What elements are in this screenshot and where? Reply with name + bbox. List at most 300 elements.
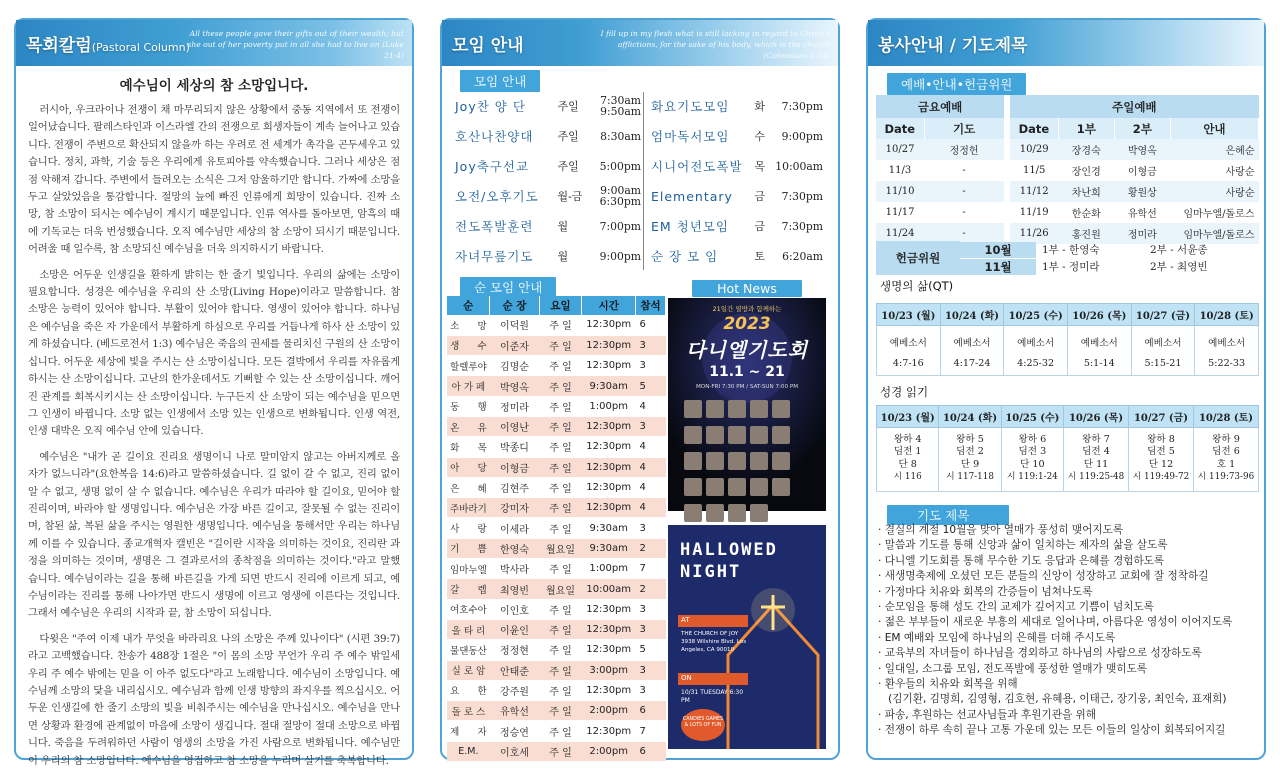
worship-group-row bbox=[876, 95, 1259, 118]
speaker-photo bbox=[750, 478, 768, 496]
meeting-row bbox=[452, 241, 644, 271]
worship-cell: 홍진원 bbox=[1058, 223, 1114, 244]
worship-cell: 유학선 bbox=[1114, 202, 1170, 223]
soon-cell: 이인호 bbox=[490, 599, 539, 619]
soon-row bbox=[447, 376, 666, 396]
soon-row bbox=[447, 335, 666, 355]
soon-cell: 여호수아 bbox=[447, 599, 490, 619]
soon-cell: 안태준 bbox=[490, 660, 539, 680]
meeting-name: 화요기도모임 bbox=[651, 99, 730, 114]
soon-row bbox=[447, 416, 666, 436]
soon-cell: 화 목 bbox=[447, 437, 490, 457]
soon-cell: 박영옥 bbox=[490, 376, 539, 396]
soon-cell: 주바라기 bbox=[447, 498, 490, 518]
reading-cell bbox=[939, 428, 1001, 492]
meeting-row bbox=[452, 91, 644, 121]
date-header: 10/24 (화) bbox=[940, 304, 1004, 326]
service-tag: 예배•안내•헌금위원 bbox=[887, 73, 1026, 95]
soon-cell: 주 일 bbox=[539, 498, 582, 518]
column-body bbox=[16, 102, 412, 770]
date-header: 10/26 (목) bbox=[1064, 406, 1129, 428]
soon-cell: 3 bbox=[635, 619, 665, 639]
poster1-year: 2023 bbox=[723, 314, 771, 334]
worship-col-header: 기도 bbox=[924, 118, 1004, 139]
worship-cell: 11/19 bbox=[1010, 202, 1058, 223]
offering-list bbox=[960, 241, 1259, 275]
table-header-row bbox=[877, 304, 1259, 326]
friday-header: 금요예배 bbox=[876, 95, 1004, 118]
date-header: 10/27 (금) bbox=[1129, 406, 1194, 428]
soon-cell: 7 bbox=[635, 721, 665, 741]
worship-row bbox=[876, 160, 1259, 181]
speaker-photo bbox=[728, 478, 746, 496]
soon-cell: 이영난 bbox=[490, 416, 539, 436]
soon-header-cell: 순 bbox=[447, 296, 490, 315]
reading-entry: 시 117-118 bbox=[946, 471, 994, 482]
meeting-day: 토 bbox=[754, 250, 765, 263]
worship-cell: 차난희 bbox=[1058, 181, 1114, 202]
soon-cell: 9:30am bbox=[582, 376, 636, 396]
worship-cell: 황원상 bbox=[1114, 181, 1170, 202]
offering-label: 헌금위원 bbox=[876, 241, 960, 275]
worship-cell: - bbox=[924, 160, 1004, 181]
soon-cell: 주 일 bbox=[539, 376, 582, 396]
soon-cell: 12:30pm bbox=[582, 640, 636, 660]
prayer-list bbox=[868, 523, 1266, 739]
qt-ref: 5:1-14 bbox=[1083, 358, 1115, 369]
soon-cell: 할렐루야 bbox=[447, 356, 490, 376]
worship-cell: 11/12 bbox=[1010, 181, 1058, 202]
worship-cell: 임마누엘/돌로스 bbox=[1170, 202, 1258, 223]
soon-cell: 주 일 bbox=[539, 416, 582, 436]
soon-row bbox=[447, 741, 666, 761]
reading-cell bbox=[1193, 428, 1258, 492]
meeting-table-left bbox=[452, 91, 644, 271]
soon-cell: 3 bbox=[635, 518, 665, 538]
daniel-prayer-poster[interactable] bbox=[668, 298, 826, 511]
speaker-photo bbox=[750, 400, 768, 418]
soon-header-cell: 시간 bbox=[582, 296, 636, 315]
meeting-banner bbox=[442, 20, 838, 66]
meeting-name: EM 청년모임 bbox=[651, 219, 729, 234]
soon-cell: 주 일 bbox=[539, 680, 582, 700]
date-header: 10/25 (수) bbox=[1001, 406, 1063, 428]
soon-cell: 유학선 bbox=[490, 701, 539, 721]
prayer-item: · 교육부의 자녀들이 하나님을 경외하고 하나님의 사람으로 성장하도록 bbox=[878, 647, 1202, 660]
column-heading: 예수님이 세상의 참 소망입니다. bbox=[119, 78, 309, 94]
soon-cell: 생 수 bbox=[447, 335, 490, 355]
service-panel bbox=[866, 18, 1266, 760]
soon-cell: 주 일 bbox=[539, 518, 582, 538]
meeting-day: 목 bbox=[754, 160, 765, 173]
soon-cell: 요 한 bbox=[447, 680, 490, 700]
reading-entry: 시 119:49-72 bbox=[1132, 471, 1190, 482]
speaker-photo bbox=[684, 478, 702, 496]
reading-entry: 단 8 bbox=[898, 458, 917, 470]
reading-entry: 왕하 8 bbox=[1147, 434, 1175, 445]
poster2-at: AT bbox=[681, 616, 690, 624]
soon-cell: 12:30pm bbox=[582, 599, 636, 619]
soon-cell: 박사라 bbox=[490, 559, 539, 579]
worship-col-header: 안내 bbox=[1170, 118, 1258, 139]
speaker-photo bbox=[684, 426, 702, 444]
soon-cell: 12:30pm bbox=[582, 416, 636, 436]
soon-row bbox=[447, 619, 666, 639]
soon-cell: 3 bbox=[635, 335, 665, 355]
soon-cell: 이덕원 bbox=[490, 315, 539, 335]
soon-header-cell: 순 장 bbox=[490, 296, 539, 315]
soon-cell: 돌 로 스 bbox=[447, 701, 490, 721]
offering-second: 2부 - 서윤종 bbox=[1150, 244, 1208, 256]
worship-cell: - bbox=[924, 223, 1004, 244]
soon-row bbox=[447, 477, 666, 497]
reading-entry: 단 12 bbox=[1148, 458, 1174, 470]
reading-cell bbox=[877, 428, 939, 492]
worship-cell: 11/24 bbox=[876, 223, 924, 244]
worship-cell: 11/26 bbox=[1010, 223, 1058, 244]
speaker-photo bbox=[706, 504, 724, 522]
soon-cell: 3 bbox=[635, 680, 665, 700]
qt-book: 예베소서 bbox=[889, 338, 927, 349]
meeting-day: 주일 bbox=[557, 100, 579, 113]
soon-cell: 2:00pm bbox=[582, 741, 636, 761]
date-header: 10/26 (목) bbox=[1067, 304, 1131, 326]
soon-cell: 4 bbox=[635, 477, 665, 497]
reading-entry: 딤전 6 bbox=[1212, 446, 1240, 458]
reading-table bbox=[876, 405, 1259, 492]
meeting-name: 순 장 모 임 bbox=[651, 249, 719, 264]
soon-cell: 소 망 bbox=[447, 315, 490, 335]
meeting-row bbox=[452, 211, 644, 241]
speaker-photo bbox=[750, 504, 768, 522]
worship-cell: 11/5 bbox=[1010, 160, 1058, 181]
soon-row bbox=[447, 640, 666, 660]
column-paragraph: 러시아, 우크라이나 전쟁이 채 마무리되지 않은 상황에서 중동 지역에서 또 전쟁이 일어났습니다. 팔레스타인과 이스라엘 간의 전쟁으로 희생자들이 계속 늘어나고 있습니다. 전쟁이 주변으로 확산되지 않을까 하는 우려로 전 세계가 촉각을 곤두세우고 있습니다. 정치, 과학, 기술 등은 우리에게 유토피아를 약속했습니다. 그러나 세상은 점점 악해져 갑니다. 주변에서 들려오는 소식은 그저 암울하기만 합니다. 가짜에 소망을 두고 살았었음을 통감합니다. 절망의 늪에 빠진 인류에게 희망이 있습니다. 진짜 소망, 참 소망이 되시는 예수님이 계시기 때문입니다. 인류 역사를 돌아보면, 암흑의 때에 기독교는 더욱 번성했습니다. 오직 예수님만 세상의 참 소망이 되시기 때문입니다. 어려울 때 일수록, 참 소망되신 예수님을 더욱 의지하시기 바랍니다. bbox=[28, 104, 400, 256]
qt-ref: 5:22-33 bbox=[1208, 358, 1246, 369]
soon-cell: 온 유 bbox=[447, 416, 490, 436]
soon-cell: 주 일 bbox=[539, 741, 582, 761]
reading-entry: 딤전 1 bbox=[893, 446, 922, 458]
meeting-name: 엄마독서모임 bbox=[651, 129, 730, 144]
pastoral-column-panel bbox=[14, 18, 414, 767]
speaker-photo bbox=[684, 400, 702, 418]
soon-cell: 주 일 bbox=[539, 559, 582, 579]
soon-cell: 주 일 bbox=[539, 721, 582, 741]
reading-entry: 딤전 5 bbox=[1147, 446, 1175, 458]
soon-header-cell: 참석 bbox=[635, 296, 665, 315]
poster2-title: HALLOWED NIGHT bbox=[680, 540, 778, 582]
worship-cell: 박영옥 bbox=[1114, 139, 1170, 160]
speaker-photo bbox=[706, 400, 724, 418]
soon-cell: 월요일 bbox=[539, 538, 582, 558]
offering-month: 11월 bbox=[960, 259, 1036, 275]
soon-cell: 9:30am bbox=[582, 518, 636, 538]
speaker-photo bbox=[684, 452, 702, 470]
soon-cell: 2 bbox=[635, 538, 665, 558]
soon-cell: 6 bbox=[635, 741, 665, 761]
poster2-church: THE CHURCH OF JOY 3938 Wilshire Blvd. Los Angeles, CA 90010 bbox=[681, 631, 747, 653]
meeting-time: 7:30pm bbox=[781, 99, 823, 113]
service-title: 봉사안내 / 기도제목 bbox=[878, 36, 1028, 56]
worship-cell: 정미라 bbox=[1114, 223, 1170, 244]
soon-cell: 12:30pm bbox=[582, 437, 636, 457]
soon-cell: 주 일 bbox=[539, 477, 582, 497]
reading-entry: 왕하 7 bbox=[1082, 434, 1110, 445]
prayer-item: · 말씀과 기도를 통해 신앙과 삶이 일치하는 제자의 삶을 살도록 bbox=[878, 539, 1168, 552]
speaker-photo bbox=[706, 426, 724, 444]
soon-cell: 12:30pm bbox=[582, 315, 636, 335]
speaker-photo bbox=[750, 426, 768, 444]
prayer-item: · 전쟁이 하루 속히 끝나 고통 가운데 있는 모든 이들의 일상이 회복되어지길 bbox=[878, 724, 1226, 737]
worship-col-header: Date bbox=[1010, 118, 1058, 139]
offering-first: 1부 - 정미라 bbox=[1042, 261, 1100, 273]
reading-entry: 왕하 9 bbox=[1212, 434, 1240, 445]
date-header: 10/27 (금) bbox=[1131, 304, 1195, 326]
prayer-item: · 순모임을 통해 성도 간의 교제가 깊어지고 기쁨이 넘치도록 bbox=[878, 601, 1154, 614]
meeting-time: 5:00pm bbox=[599, 159, 641, 173]
worship-cell: - bbox=[924, 181, 1004, 202]
meeting-row bbox=[648, 151, 826, 181]
prayer-item: · 결실의 계절 10월을 맞아 열매가 풍성히 맺어지도록 bbox=[878, 524, 1124, 536]
column-paragraph: 소망은 어두운 인생길을 환하게 밝히는 한 줄기 빛입니다. 우리의 삶에는 소망이 필요합니다. 성경은 예수님을 우리의 산 소망(Living Hope)이라고 말씀합니다. 참 소망은 능력이 있어야 합니다. 부활이 있어야 합니다. 영생이 있어야 합니다. 하나님은 예수님을 죽은 자 가운데서 부활하게 하심으로 우리를 거듭나게 하사 산 소망이 있게 하셨습니다. (베드로전서 1:3) 예수님은 죽음의 권세를 물리치신 구원의 산 소망이십니다. 어두운 세상에 빛을 주시는 산 소망이십니다. 모든 결박에서 우리를 자유롭게 하시는 산 소망이십니다. 고난의 한가운데서도 기뻐할 수 있는 산 소망이십니다. 깨어진 관계를 회복시키시는 산 소망이십니다. 누구든지 산 소망이 되는 예수님을 믿으면 그 인생이 바뀝니다. 소망 없는 인생에서 소망 있는 인생으로 변화됩니다. 인생 역전, 인생 대박은 오직 예수님 안에 있습니다. bbox=[28, 268, 400, 438]
qt-ref: 5:15-21 bbox=[1144, 358, 1182, 369]
meeting-day: 수 bbox=[754, 130, 765, 143]
reading-entry: 시 119:1-24 bbox=[1006, 471, 1058, 482]
soon-cell: 12:30pm bbox=[582, 721, 636, 741]
date-header: 10/28 (토) bbox=[1193, 406, 1258, 428]
meeting-name: Elementary bbox=[651, 188, 733, 204]
soon-cell: 12:30pm bbox=[582, 498, 636, 518]
reading-entry: 시 119:25-48 bbox=[1067, 471, 1125, 482]
meeting-time: 9:00pm bbox=[781, 129, 823, 143]
worship-cell: 장경숙 bbox=[1058, 139, 1114, 160]
soon-cell: 이호세 bbox=[490, 741, 539, 761]
speaker-photo bbox=[772, 478, 790, 496]
soon-row bbox=[447, 701, 666, 721]
soon-cell: 1:00pm bbox=[582, 559, 636, 579]
soon-cell: 9:30am bbox=[582, 538, 636, 558]
reading-title: 성경 읽기 bbox=[880, 385, 929, 399]
soon-cell: 주 일 bbox=[539, 356, 582, 376]
prayer-item: · 가정마다 치유와 회복의 간증들이 넘쳐나도록 bbox=[878, 585, 1093, 598]
reading-entry: 단 9 bbox=[960, 458, 980, 470]
meeting-day: 화 bbox=[754, 100, 765, 113]
prayer-item: · EM 예배와 모임에 하나님의 은혜를 더해 주시도록 bbox=[878, 631, 1116, 644]
qt-ref: 4:25-32 bbox=[1017, 358, 1055, 369]
soon-cell: 정미라 bbox=[490, 396, 539, 416]
soon-cell: 3 bbox=[635, 416, 665, 436]
poster1-times: MON-FRI 7:30 PM / SAT-SUN 7:00 PM bbox=[695, 384, 799, 390]
soon-cell: 4 bbox=[635, 457, 665, 477]
worship-table bbox=[876, 95, 1259, 244]
soon-row bbox=[447, 437, 666, 457]
qt-cell bbox=[1195, 326, 1259, 376]
hallowed-night-poster[interactable] bbox=[668, 525, 826, 749]
meeting-time: 7:30pm bbox=[781, 219, 823, 233]
meeting-row bbox=[648, 121, 826, 151]
reading-entry: 왕하 5 bbox=[956, 434, 984, 445]
speaker-photo bbox=[728, 452, 746, 470]
worship-col-header: Date bbox=[876, 118, 924, 139]
worship-cell: 10/27 bbox=[876, 139, 924, 160]
speaker-photo bbox=[728, 504, 746, 522]
soon-cell: 정정현 bbox=[490, 640, 539, 660]
meeting-divider bbox=[643, 92, 644, 270]
speaker-photo bbox=[684, 504, 702, 522]
soon-cell: 올 타 리 bbox=[447, 619, 490, 639]
worship-col-header: 1부 bbox=[1058, 118, 1114, 139]
reading-entry: 시 116 bbox=[893, 471, 922, 482]
soon-cell: 이준자 bbox=[490, 335, 539, 355]
soon-cell: 강주원 bbox=[490, 680, 539, 700]
worship-cell: 정정헌 bbox=[924, 139, 1004, 160]
soon-cell: 주 일 bbox=[539, 640, 582, 660]
worship-col-row bbox=[876, 118, 1259, 139]
soon-row bbox=[447, 356, 666, 376]
date-header: 10/25 (수) bbox=[1004, 304, 1068, 326]
soon-row bbox=[447, 498, 666, 518]
meeting-name: Joy찬 양 단 bbox=[455, 99, 526, 114]
meeting-day: 주일 bbox=[557, 160, 579, 173]
soon-cell: 2 bbox=[635, 579, 665, 599]
soon-cell: 김명순 bbox=[490, 356, 539, 376]
speaker-photo bbox=[772, 426, 790, 444]
worship-cell: 사랑순 bbox=[1170, 160, 1258, 181]
soon-cell: 3:00pm bbox=[582, 660, 636, 680]
soon-cell: 한영숙 bbox=[490, 538, 539, 558]
qt-book: 예베소서 bbox=[1208, 338, 1246, 349]
column-paragraph: 예수님은 "내가 곧 길이요 진리요 생명이니 나로 말미암지 않고는 아버지께로 올 자가 없느니라"(요한복음 14:6)라고 말씀하셨습니다. 길 없이 갈 수 없고, 진리 없이 알 수 없고, 생명 없이 살 수 없습니다. 예수님은 우리가 따라야 할 길이요, 믿어야 할 진리이며, 바라야 할 생명입니다. 예수님은 가장 바른 길이고, 잘못될 수 없는 진리이며, 참된 삶, 복된 삶을 주시는 영원한 생명입니다. 예수님을 통해서만 우리는 하나님께 이를 수 있습니다. 종교개혁자 캘빈은 "길이란 시작을 의미하는 것이요, 진리란 과정을 의미하는 것이며, 생명은 그 결과로서의 종착점을 의미하는 것이다."라고 말했습니다. 예수님이라는 길을 통해 바른길을 가게 되면 반드시 진리에 이르게 되고, 예수님이라는 진리를 통해 나아가면 반드시 생명에 이르고 영생에 이른다는 것입니다. 그래서 예수님은 우리의 시작과 끝, 참 소망이 되십니다. bbox=[28, 450, 400, 620]
meeting-time: 9:00am 6:30pm bbox=[599, 184, 641, 208]
meeting-name: 자녀무릎기도 bbox=[455, 249, 534, 264]
soon-row bbox=[447, 559, 666, 579]
meeting-time: 7:30am 9:50am bbox=[600, 94, 641, 118]
reading-entry: 왕하 4 bbox=[893, 434, 922, 445]
soon-cell: 주 일 bbox=[539, 457, 582, 477]
soon-row bbox=[447, 599, 666, 619]
soon-row bbox=[447, 518, 666, 538]
speaker-photo bbox=[706, 478, 724, 496]
meeting-row bbox=[648, 241, 826, 271]
speaker-photo bbox=[772, 400, 790, 418]
soon-cell: 이윤인 bbox=[490, 619, 539, 639]
poster2-date: 10/31 TUESDAY 6:30 PM bbox=[681, 689, 744, 704]
soon-cell: 강미자 bbox=[490, 498, 539, 518]
worship-cell: 11/3 bbox=[876, 160, 924, 181]
soon-cell: 정승연 bbox=[490, 721, 539, 741]
meeting-table-right bbox=[648, 91, 826, 271]
qt-book: 예베소서 bbox=[1017, 338, 1055, 349]
prayer-item: · 다니엘 기도회를 통해 무수한 기도 응답과 은혜를 경험하도록 bbox=[878, 554, 1165, 567]
soon-cell: 3 bbox=[635, 660, 665, 680]
qt-cell bbox=[1131, 326, 1195, 376]
soon-cell: 갈 렙 bbox=[447, 579, 490, 599]
poster1-dates: 11.1 ~ 21 bbox=[709, 364, 785, 380]
reading-entry: 단 10 bbox=[1020, 458, 1045, 470]
soon-row bbox=[447, 396, 666, 416]
meeting-name: 오전/오후기도 bbox=[455, 189, 539, 204]
soon-cell: 1:00pm bbox=[582, 396, 636, 416]
soon-cell: 월요일 bbox=[539, 579, 582, 599]
qt-cell bbox=[940, 326, 1004, 376]
pastoral-banner bbox=[16, 20, 412, 66]
meeting-title: 모임 안내 bbox=[452, 36, 524, 56]
prayer-item: · 새생명축제에 오셨던 모든 분들의 신앙이 성장하고 교회에 잘 정착하길 bbox=[878, 570, 1209, 583]
soon-cell: 주 일 bbox=[539, 396, 582, 416]
pastoral-verse: All these people gave their gifts out of their wealth; but she out of her poverty put in all she had to live on (Luke 21:4) bbox=[187, 29, 404, 60]
soon-cell: 3 bbox=[635, 599, 665, 619]
soon-table bbox=[447, 296, 666, 762]
offering-month: 10월 bbox=[960, 242, 1036, 258]
meeting-row bbox=[648, 211, 826, 241]
speaker-photo bbox=[728, 400, 746, 418]
meeting-row bbox=[452, 121, 644, 151]
prayer-item: · 파송, 후원하는 선교사님들과 후원기관을 위해 bbox=[878, 708, 1097, 721]
soon-cell: 5 bbox=[635, 376, 665, 396]
meeting-day: 금 bbox=[754, 220, 765, 233]
date-header: 10/23 (월) bbox=[877, 406, 939, 428]
worship-col-header: 2부 bbox=[1114, 118, 1170, 139]
worship-cell: 장인경 bbox=[1058, 160, 1114, 181]
soon-cell: 박종디 bbox=[490, 437, 539, 457]
hot-news-tag: Hot News bbox=[692, 280, 802, 297]
soon-cell: 4 bbox=[635, 498, 665, 518]
qt-title: 생명의 삶(QT) bbox=[880, 279, 954, 293]
offering-row bbox=[960, 241, 1259, 258]
reading-entry: 딤전 2 bbox=[956, 446, 984, 458]
soon-cell: 주 일 bbox=[539, 619, 582, 639]
soon-cell: 12:30pm bbox=[582, 356, 636, 376]
pastoral-title: 목회칼럼(Pastoral Column) bbox=[26, 36, 190, 56]
poster2-on: ON bbox=[681, 674, 692, 682]
soon-cell: E.M. bbox=[447, 741, 490, 761]
reading-entry: 호 1 bbox=[1216, 458, 1236, 470]
reading-entry: 시 119:73-96 bbox=[1197, 471, 1255, 482]
soon-cell: 12:30pm bbox=[582, 335, 636, 355]
soon-row bbox=[447, 721, 666, 741]
soon-cell: 12:30pm bbox=[582, 680, 636, 700]
column-paragraph: 다윗은 "주여 이제 내가 무엇을 바라리요 나의 소망은 주께 있나이다" (시편 39:7)라고 고백했습니다. 찬송가 488장 1절은 "이 몸의 소망 무언가 우리 주 예수 밖일세 우리 주 예수 밖에는 믿을 이 아주 없도다"라고 노래합니다. 예수님이 소망입니다. 예수님께 소망의 닻을 내리십시오. 예수님과 함께 인생 방향의 좌지우를 찍으십시오. 어두운 인생길에 한 줄기 소망의 빛을 비춰주시는 예수님을 만나십시오. 예수님을 만나면 상황과 환경에 관계없이 마음에 소망이 생깁니다. 절대 절망이 절대 소망으로 바뀝니다. 죽음을 두려워하던 사람이 영생의 소망을 가진 사람으로 변화됩니다. 예수님만이 우리의 참 소망입니다. 예수님을 영접하고 참 소망을 누리며 살기를 축복합니다. bbox=[28, 632, 400, 767]
reading-row bbox=[877, 428, 1259, 492]
soon-cell: 동 행 bbox=[447, 396, 490, 416]
soon-cell: 물댄동산 bbox=[447, 640, 490, 660]
soon-cell: 주 일 bbox=[539, 660, 582, 680]
date-header: 10/24 (화) bbox=[939, 406, 1001, 428]
meeting-verse: I fill up in my flesh what is still lacking in regard to Christ's afflictions, for the sake of his body, which is the church (Colossians 1:24) bbox=[600, 29, 830, 60]
worship-row bbox=[876, 139, 1259, 160]
worship-cell: 11/10 bbox=[876, 181, 924, 202]
qt-book: 예베소서 bbox=[953, 338, 991, 349]
soon-cell: 기 쁨 bbox=[447, 538, 490, 558]
soon-cell: 김현주 bbox=[490, 477, 539, 497]
meeting-day: 월-금 bbox=[557, 190, 583, 203]
soon-cell: 주 일 bbox=[539, 599, 582, 619]
reading-entry: 딤전 3 bbox=[1018, 446, 1047, 458]
qt-table bbox=[876, 303, 1259, 376]
meeting-day: 월 bbox=[557, 220, 569, 233]
soon-cell: 10:00am bbox=[582, 579, 636, 599]
offering-row bbox=[960, 258, 1259, 275]
soon-cell: 주 일 bbox=[539, 437, 582, 457]
worship-cell: 10/29 bbox=[1010, 139, 1058, 160]
worship-row bbox=[876, 181, 1259, 202]
prayer-item: (김기환, 김명희, 김영형, 김호현, 유혜용, 이태근, 장기웅, 최인숙, 표재희) bbox=[878, 693, 1227, 706]
qt-book: 예베소서 bbox=[1144, 338, 1182, 349]
meeting-panel bbox=[440, 18, 840, 760]
table-header-row bbox=[877, 406, 1259, 428]
soon-cell: 임마누엘 bbox=[447, 559, 490, 579]
soon-cell: 6 bbox=[635, 701, 665, 721]
